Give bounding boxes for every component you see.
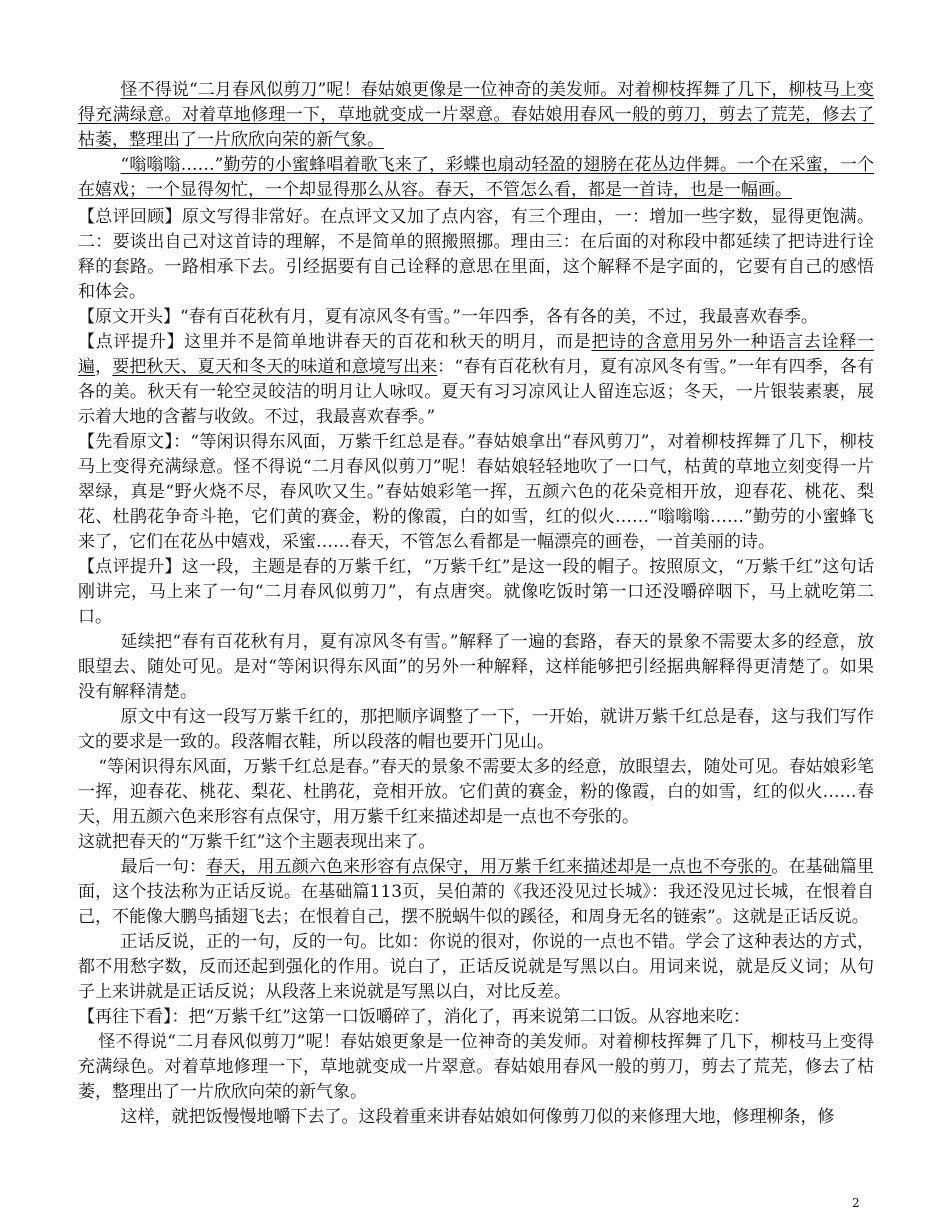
paragraph-bees: “嗡嗡嗡……”勤劳的小蜜蜂唱着歌飞来了，彩蝶也扇动轻盈的翅膀在花丛边伴舞。一个在采蜜，一个在嬉戏；一个显得匆忙，一个却显得那么从容。春天，不管怎么看，都是一首诗，也是一幅画。 — [78, 155, 874, 200]
paragraph-summary-review: 【总评回顾】原文写得非常好。在点评文又加了点内容，有三个理由，一：增加一些字数，显得更饱满。二：要谈出自己对这首诗的理解，不是简单的照搬照挪。理由三：在后面的对称段中都延续了把诗进行诠释的套路。一路相承下去。引经据要有自己诠释的意思在里面，这个解释不是字面的，它要有自己的感悟和体会。 — [78, 207, 874, 302]
paragraph-original-opening: 【原文开头】“春有百花秋有月，夏有凉风冬有雪。”一年四季，各有各的美，不过，我最喜欢春季。 — [78, 307, 818, 327]
paragraph-first-look-original: 【先看原文】：“等闲识得东风面，万紫千红总是春。”春姑娘拿出“春风剪刀”，对着柳枝挥舞了几下，柳枝马上变得充满绿意。怪不得说“二月春风似剪刀”呢！春姑娘轻轻地吹了一口气，枯黄的草地立刻变得一片翠绿，真是“野火烧不尽，春风吹又生。”春姑娘彩笔一挥，五颜六色的花朵竞相开放，迎春花、桃花、梨花、杜鹃花争奇斗艳，它们黄的赛金，粉的像霞，白的如雪，红的似火……“嗡嗡嗡……”勤劳的小蜜蜂飞来了，它们在花丛中嬉戏，采蜜……春天，不管怎么看都是一幅漂亮的画卷，一首美丽的诗。 — [78, 432, 874, 552]
paragraph-spring-scissors: 怪不得说“二月春风似剪刀”呢！春姑娘更像是一位神奇的美发师。对着柳枝挥舞了几下，柳枝马上变得充满绿意。对着草地修理一下，草地就变成一片翠意。春姑娘用春风一般的剪刀，剪去了荒芜，修去了枯萎，整理出了一片欣欣向荣的新气象。 — [78, 80, 874, 150]
paragraph-rewritten-example: “等闲识得东风面，万紫千红总是春。”春天的景象不需要太多的经意，放眼望去，随处可见。春姑娘彩笔一挥，迎春花、桃花、梨花、杜鹃花，竞相开放。它们黄的赛金，粉的像霞，白的如雪，红的似火……春天，用五颜六色来形容有点保守，用万紫千红来描述却是一点也不夸张的。 — [78, 757, 874, 827]
document-page — [78, 78, 874, 1130]
paragraph-order-adjust: 原文中有这一段写万紫千红的，那把顺序调整了一下，一开始，就讲万紫千红总是春，这与我们写作文的要求是一致的。段落帽衣鞋，所以段落的帽也要开门见山。 — [78, 707, 874, 752]
paragraph-look-further: 【再往下看】：把“万紫千红”这第一口饭嚼碎了，消化了，再来说第二口饭。从容地来吃： — [78, 1007, 750, 1027]
body-text: 。在基础篇里面，这个技法称为正话反说。在基础篇113页，吴伯萧的《我还没见过长城》：我还没见过长城，在恨着自己，不能像大鹏鸟插翅飞去；在恨着自己，摆不脱蜗牛似的蹊径，和周身无名的链索”。这就是正话反说。 — [78, 857, 875, 927]
paragraph-chew-slowly: 这样，就把饭慢慢地嚼下去了。这段着重来讲春姑娘如何像剪刀似的来修理大地，修理柳条，修 — [120, 1107, 835, 1127]
underlined-phrase: 春天，用五颜六色来形容有点保守，用万紫千红来描述却是一点也不夸张的 — [206, 857, 772, 877]
comment-text: 【点评提升】这里并不是简单地讲春天的百花和秋天的明月，而是 — [78, 332, 592, 352]
paragraph-comment-improve-1 — [78, 330, 874, 430]
paragraph-spring-scissors-revised: 怪不得说“二月春风似剪刀”呢！春姑娘更象是一位神奇的美发师。对着柳枝挥舞了几下，柳枝马上变得充满绿色。对着草地修理一下，草地就变成一片翠意。春姑娘用春风一般的剪刀，剪去了荒芜，修去了枯萎，整理出了一片欣欣向荣的新气象。 — [78, 1032, 874, 1102]
comment-text: ， — [95, 357, 113, 377]
underlined-phrase: 要把秋天、夏天和冬天的味道和意境写出来 — [112, 357, 438, 377]
page-number: 2 — [852, 1196, 860, 1210]
comment-text: ：“春有百花秋有月，夏有凉风冬有雪。”一年有四季，各有各的美。秋天有一轮空灵皎洁的明月让人咏叹。夏天有习习凉风让人留连忘返；冬天，一片银装素裹，展示着大地的含蓄与收敛。不过，我最喜欢春季。” — [78, 357, 875, 427]
paragraph-last-sentence — [78, 855, 874, 930]
paragraph-comment-improve-2: 【点评提升】这一段，主题是春的万紫千红，“万紫千红”是这一段的帽子。按照原文，“万紫千红”这句话刚讲完，马上来了一句“二月春风似剪刀”，有点唐突。就像吃饭时第一口还没嚼碎咽下，马上就吃第二口。 — [78, 557, 874, 627]
paragraph-continue-pattern: 延续把“春有百花秋有月，夏有凉风冬有雪。”解释了一遍的套路，春天的景象不需要太多的经意，放眼望去、随处可见。是对“等闲识得东风面”的另外一种解释，这样能够把引经据典解释得更清楚了。如果没有解释清楚。 — [78, 632, 874, 702]
body-text: 最后一句： — [120, 857, 207, 877]
paragraph-positive-negative: 正话反说，正的一句，反的一句。比如：你说的很对，你说的一点也不错。学会了这种表达的方式，都不用愁字数，反而还起到强化的作用。说白了，正话反说就是写黑以白。用词来说，就是反义词；从句子上来讲就是正话反说；从段落上来说就是写黑以白，对比反差。 — [78, 932, 874, 1002]
paragraph-theme-shown: 这就把春天的“万紫千红”这个主题表现出来了。 — [78, 832, 436, 852]
underlined-phrase: 把诗的含意用另外一种语言去诠释一遍 — [78, 332, 875, 377]
